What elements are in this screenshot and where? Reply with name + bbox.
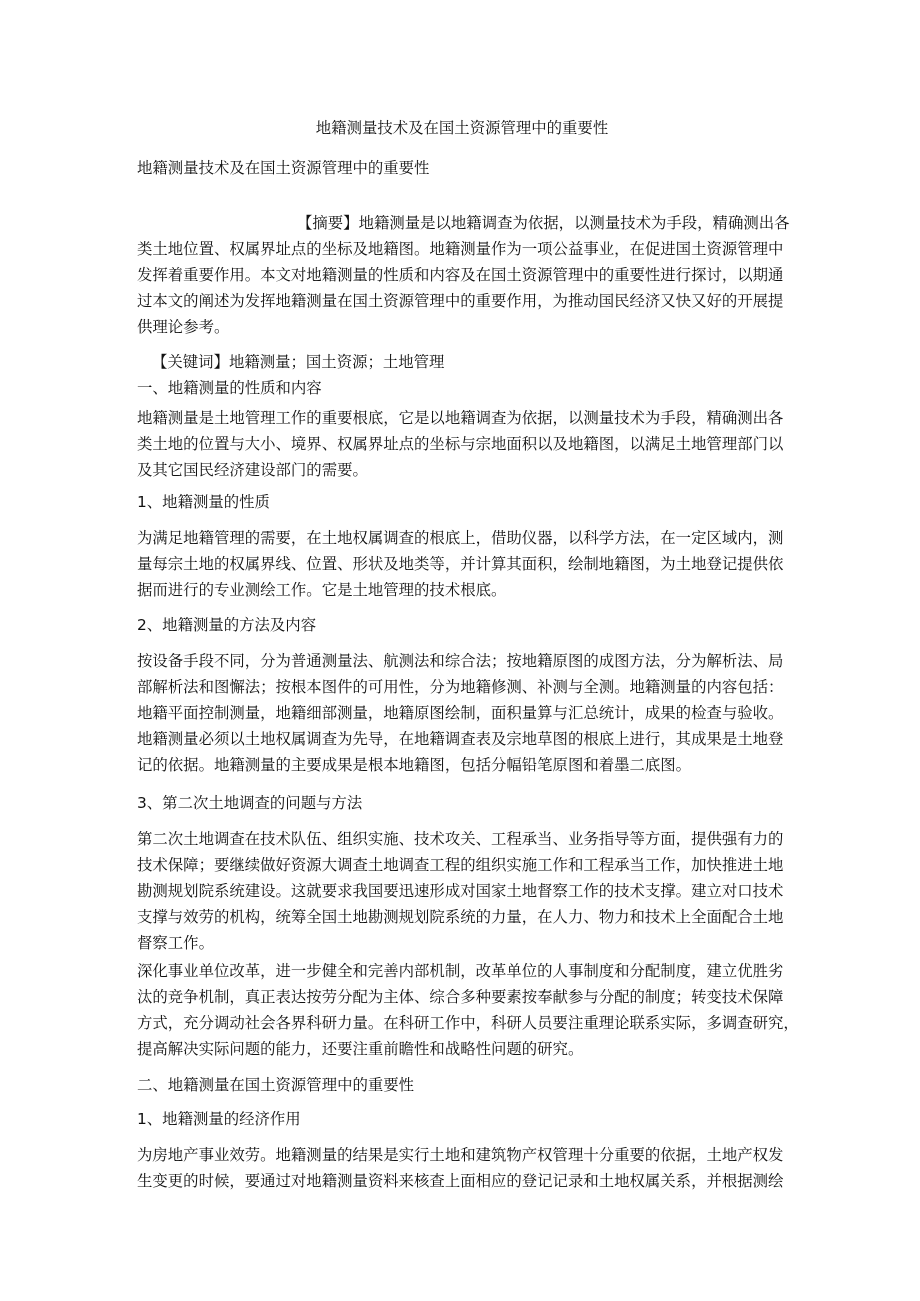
- abstract-line: 过本文的阐述为发挥地籍测量在国土资源管理中的重要作用，为推动国民经济又快又好的开展提: [137, 292, 784, 310]
- subsection-2-body: [137, 648, 787, 778]
- section-2: [137, 1072, 787, 1098]
- paragraph-line: 生变更的时候，要通过对地籍测量资料来核查上面相应的登记记录和土地权属关系，并根据测绘: [137, 1172, 784, 1190]
- subsection-heading: 3、第二次土地调查的问题与方法: [137, 794, 363, 812]
- section-2-subsection-1-body: [137, 1142, 787, 1194]
- subsection-heading: 2、地籍测量的方法及内容: [137, 616, 317, 634]
- section-1-intro: [137, 405, 787, 483]
- section-1: [137, 375, 787, 483]
- subsection-3-paragraph-1: [137, 826, 787, 956]
- subsection-1: [137, 489, 787, 603]
- paragraph-line: 汰的竞争机制，真正表达按劳分配为主体、综合多种要素按奉献参与分配的制度；转变技术保障: [137, 988, 784, 1006]
- paragraph-line: 提高解决实际问题的能力，还要注重前瞻性和战略性问题的研究。: [137, 1040, 584, 1058]
- abstract: [137, 210, 790, 340]
- paragraph-line: 深化事业单位改革，进一步健全和完善内部机制，改革单位的人事制度和分配制度，建立优胜劣: [137, 962, 784, 980]
- document-title: 地籍测量技术及在国土资源管理中的重要性: [315, 119, 609, 137]
- paragraph-line: 为房地产事业效劳。地籍测量的结果是实行土地和建筑物产权管理十分重要的依据，土地产权发: [137, 1146, 784, 1164]
- subsection-2: [137, 612, 787, 778]
- paragraph-line: 督察工作。: [137, 934, 214, 952]
- subsection-heading: 1、地籍测量的经济作用: [137, 1110, 301, 1128]
- subsection-3-paragraph-2: [137, 958, 799, 1062]
- paragraph-line: 类土地的位置与大小、境界、权属界址点的坐标与宗地面积以及地籍图，以满足土地管理部门以: [137, 435, 784, 453]
- paragraph-line: 据而进行的专业测绘工作。它是土地管理的技术根底。: [137, 581, 507, 599]
- paragraph-line: 为满足地籍管理的需要，在土地权属调查的根底上，借助仪器，以科学方法，在一定区域内，测: [137, 529, 784, 547]
- section-heading: 二、地籍测量在国土资源管理中的重要性: [137, 1076, 415, 1094]
- abstract-line: 类土地位置、权属界址点的坐标及地籍图。地籍测量作为一项公益事业，在促进国土资源管理中: [137, 240, 784, 258]
- paragraph-line: 支撑与效劳的机构，统筹全国土地勘测规划院系统的力量，在人力、物力和技术上全面配合土地: [137, 908, 784, 926]
- paragraph-line: 地籍测量是土地管理工作的重要根底，它是以地籍调查为依据，以测量技术为手段，精确测出各: [137, 409, 784, 427]
- paragraph-line: 技术保障；要继续做好资源大调查土地调查工程的组织实施工作和工程承当工作，加快推进土地: [137, 856, 784, 874]
- subsection-heading: 1、地籍测量的性质: [137, 493, 270, 511]
- paragraph-line: 记的依据。地籍测量的主要成果是根本地籍图，包括分幅铅笔原图和着墨二底图。: [137, 756, 692, 774]
- paragraph-line: 及其它国民经济建设部门的需要。: [137, 461, 368, 479]
- subsection-3: [137, 790, 799, 1062]
- section-2-subsection-1: [137, 1106, 787, 1194]
- paragraph-line: 地籍测量必须以土地权属调查为先导，在地籍调查表及宗地草图的根底上进行，其成果是土地登: [137, 730, 784, 748]
- abstract-line: 发挥着重要作用。本文对地籍测量的性质和内容及在国土资源管理中的重要性进行探讨，以期通: [137, 266, 784, 284]
- paragraph-line: 量每宗土地的权属界线、位置、形状及地类等，并计算其面积，绘制地籍图，为土地登记提供依: [137, 555, 784, 573]
- section-heading: 一、地籍测量的性质和内容: [137, 379, 322, 397]
- paragraph-line: 地籍平面控制测量，地籍细部测量，地籍原图绘制，面积量算与汇总统计，成果的检查与验收。: [137, 704, 784, 722]
- document-subtitle: 地籍测量技术及在国土资源管理中的重要性: [137, 159, 430, 177]
- paragraph-line: 第二次土地调查在技术队伍、组织实施、技术攻关、工程承当、业务指导等方面，提供强有力的: [137, 830, 784, 848]
- paragraph-line: 勘测规划院系统建设。这就要求我国要迅速形成对国家土地督察工作的技术支撑。建立对口技术: [137, 882, 784, 900]
- subsection-1-body: [137, 525, 787, 603]
- abstract-line: 供理论参考。: [137, 318, 230, 336]
- abstract-line: 【摘要】地籍测量是以地籍调查为依据，以测量技术为手段，精确测出各: [297, 214, 790, 232]
- keywords: 【关键词】地籍测量；国土资源；土地管理: [152, 353, 445, 371]
- paragraph-line: 方式，充分调动社会各界科研力量。在科研工作中，科研人员要注重理论联系实际，多调查研究，: [137, 1014, 799, 1032]
- paragraph-line: 部解析法和图懈法；按根本图件的可用性，分为地籍修测、补测与全测。地籍测量的内容包括：: [137, 678, 784, 696]
- paragraph-line: 按设备手段不同，分为普通测量法、航测法和综合法；按地籍原图的成图方法，分为解析法、局: [137, 652, 784, 670]
